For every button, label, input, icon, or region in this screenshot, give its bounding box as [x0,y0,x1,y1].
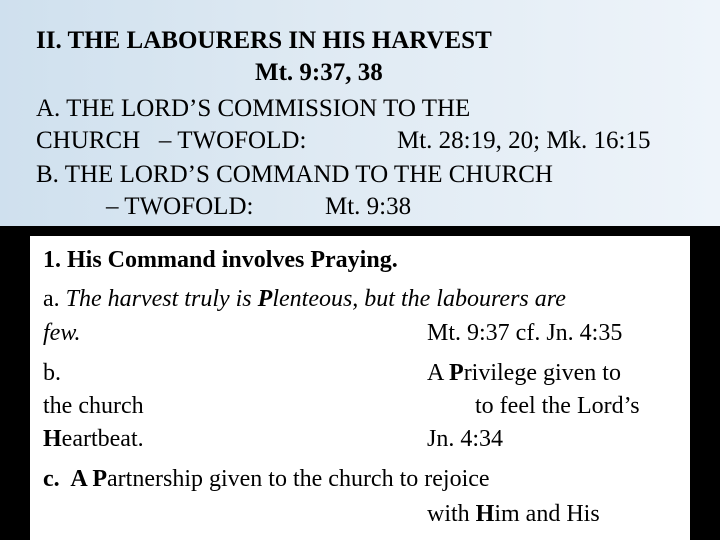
point-b-line3: to feel the Lord’s [475,393,640,419]
point-b-text1: A [427,360,450,386]
point-b-text2: rivilege given to [463,360,621,386]
commission-heading-line1: A. THE LORD’S COMMISSION TO THE [36,95,471,122]
commission-heading-line2 [36,126,306,156]
point-b-text5: eartbeat. [61,426,144,452]
commission-reference: Mt. 28:19, 20; Mk. 16:15 [397,127,651,154]
point-c-text2: with [427,501,476,527]
point-1-heading: 1. His Command involves Praying. [43,247,398,273]
command-colon: : [246,193,254,220]
point-b-line2: the church [43,393,144,419]
point-b-prefix: b. [43,360,61,386]
point-c-line1 [43,464,490,494]
commission-twofold-label: CHURCH – TWOFOLD [36,127,300,154]
commission-colon: : [299,127,307,154]
point-c-bold-letter: P [92,466,108,492]
point-b-bold-letter: P [449,360,464,386]
point-c-bold-letter-h: H [475,501,495,527]
command-twofold-label: – TWOFOLD [106,193,247,220]
command-heading-line2 [106,192,253,222]
point-c-text1: artnership given to the church to rejoice [107,466,490,492]
command-reference: Mt. 9:38 [325,193,412,220]
point-b-line1 [427,358,621,388]
point-b-reference: Jn. 4:34 [427,426,504,452]
point-b-line4 [43,424,144,454]
point-b-bold-letter-h: H [43,426,62,452]
point-a-text2: lenteous, but the labourers are [272,286,566,312]
point-a-reference: Mt. 9:37 cf. Jn. 4:35 [427,320,623,346]
point-a-line2: few. [43,320,81,346]
point-c-text3: im and His [494,501,600,527]
point-a-text1: The harvest truly is [65,286,258,312]
command-heading-line1: B. THE LORD’S COMMAND TO THE CHURCH [36,161,553,188]
section-title-reference: Mt. 9:37, 38 [255,59,383,86]
point-c-line2 [427,499,600,529]
point-c-prefix: c. A [43,466,93,492]
point-a-bold-letter: P [257,286,273,312]
section-title: II. THE LABOURERS IN HIS HARVEST [36,27,492,54]
point-a-prefix: a. [43,286,60,312]
point-a-line1 [43,284,566,314]
body-panel [30,236,690,540]
